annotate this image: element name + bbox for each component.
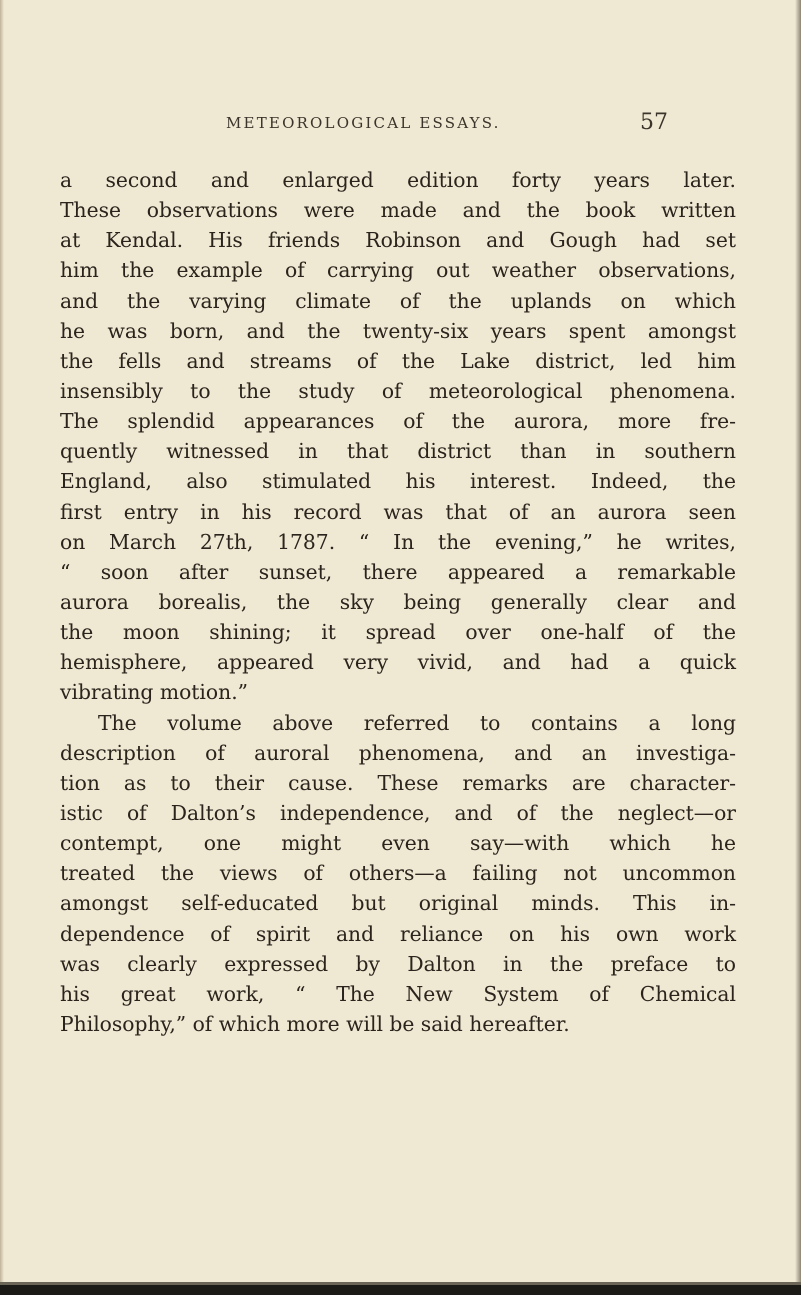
text-line: first entry in his record was that of an aurora seen — [60, 499, 736, 524]
body-text — [60, 165, 736, 1039]
text-line: was clearly expressed by Dalton in the preface to — [60, 951, 736, 976]
text-line: The volume above referred to contains a long — [98, 710, 736, 735]
text-line: him the example of carrying out weather observations, — [60, 258, 736, 283]
text-line: tion as to their cause. These remarks are character- — [60, 770, 736, 795]
text-line: The splendid appearances of the aurora, more fre- — [60, 409, 736, 434]
text-line: hemisphere, appeared very vivid, and had a quick — [60, 650, 736, 675]
text-line: treated the views of others—a failing not uncommon — [60, 861, 736, 886]
text-line: the moon shining; it spread over one-half of the — [60, 620, 736, 645]
text-line: These observations were made and the book written — [60, 198, 736, 223]
running-title: METEOROLOGICAL ESSAYS. — [226, 114, 501, 132]
text-line: the fells and streams of the Lake district, led him — [60, 348, 736, 373]
text-line: description of auroral phenomena, and an investiga- — [60, 740, 736, 765]
text-line: at Kendal. His friends Robinson and Gough had set — [60, 228, 736, 253]
text-line: a second and enlarged edition forty years later. — [60, 168, 736, 192]
text-line: quently witnessed in that district than in southern — [60, 439, 736, 464]
text-line: amongst self-educated but original minds. This in- — [60, 891, 736, 916]
running-head — [0, 108, 801, 136]
page-number: 57 — [640, 110, 668, 135]
text-line: “ soon after sunset, there appeared a remarkable — [60, 559, 736, 584]
text-line: insensibly to the study of meteorological phenomena. — [60, 378, 736, 403]
text-line: England, also stimulated his interest. Indeed, the — [60, 469, 736, 494]
page-gutter-shadow — [0, 0, 4, 1295]
page-bottom-edge — [0, 1285, 801, 1295]
text-line: he was born, and the twenty-six years spent amongst — [60, 318, 736, 343]
text-line: istic of Dalton’s independence, and of the neglect—or — [60, 800, 736, 825]
text-line: contempt, one might even say—with which he — [60, 831, 736, 856]
text-line: on March 27th, 1787. “ In the evening,” he writes, — [60, 529, 736, 554]
text-line: dependence of spirit and reliance on his own work — [60, 921, 736, 946]
text-line: and the varying climate of the uplands on which — [60, 288, 736, 313]
text-line: his great work, “ The New System of Chemical — [60, 981, 736, 1006]
text-line: Philosophy,” of which more will be said hereafter. — [60, 1011, 570, 1036]
page-edge — [795, 0, 801, 1295]
text-line: vibrating motion.” — [60, 680, 249, 705]
text-line: aurora borealis, the sky being generally clear and — [60, 589, 736, 614]
